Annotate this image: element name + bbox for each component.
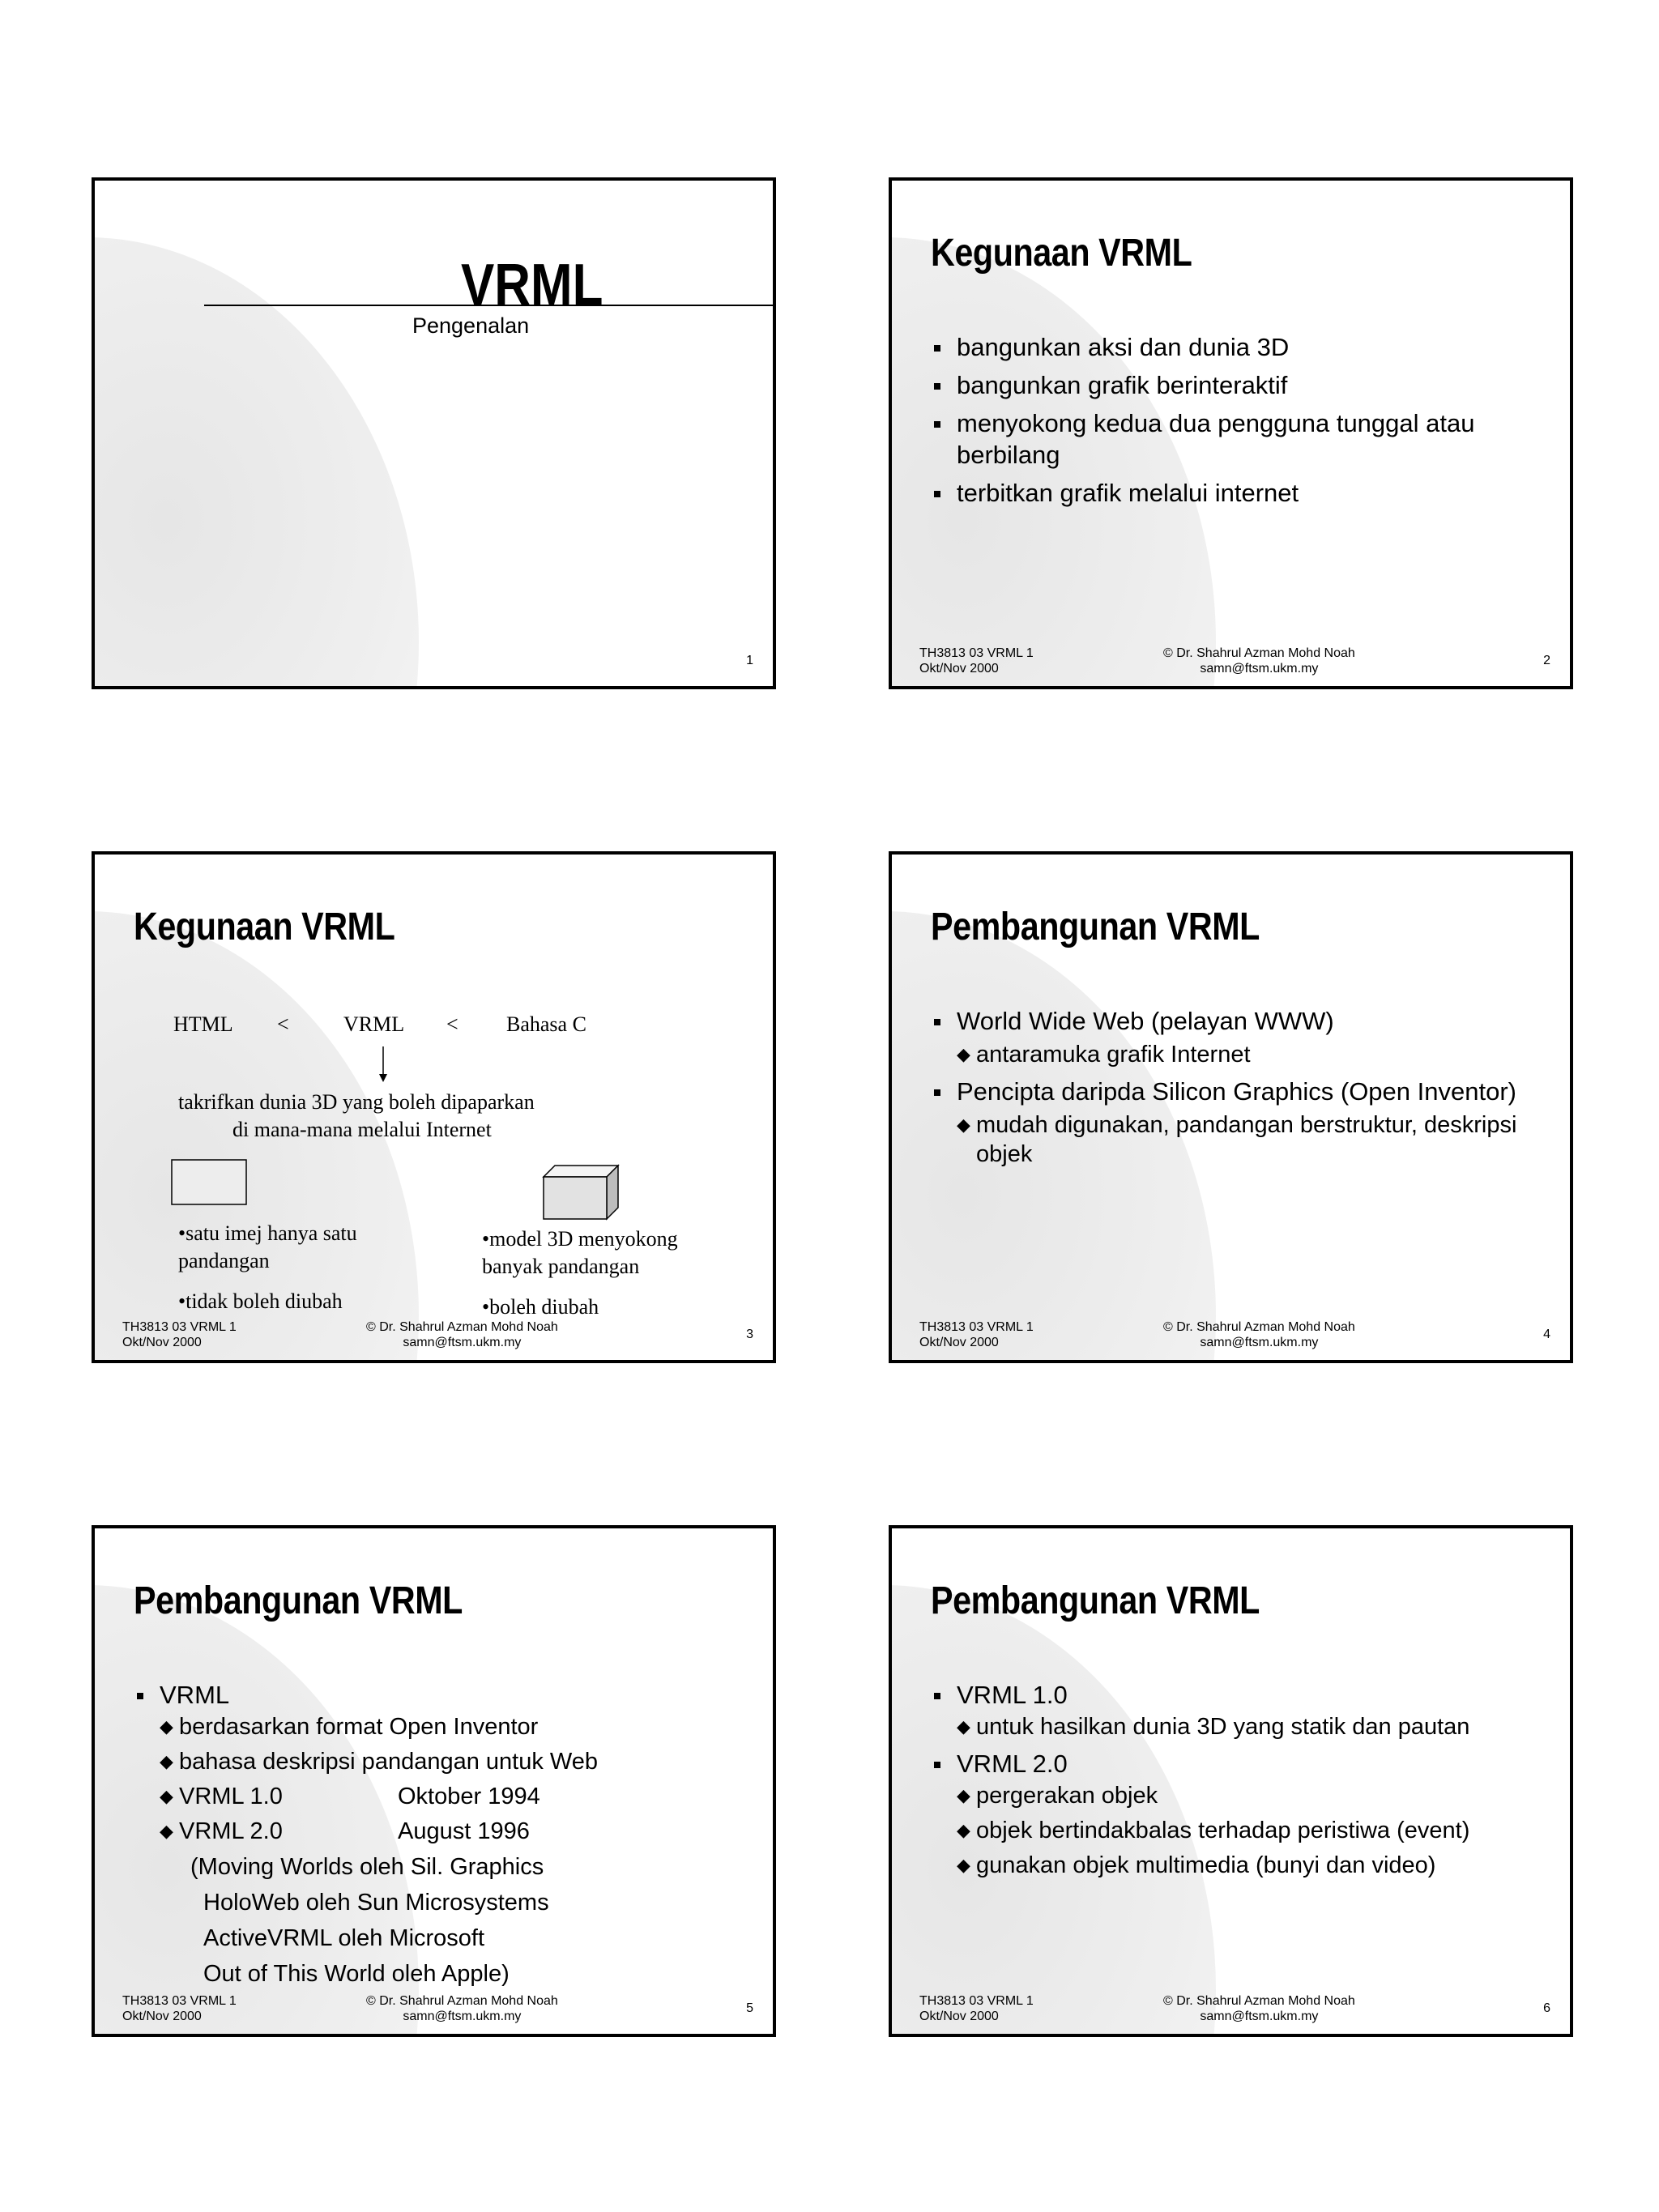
bullet-item <box>931 1005 1546 1069</box>
bullet-item: menyokong kedua dua pengguna tunggal atau berbilang <box>931 407 1546 471</box>
description-line-1: takrifkan dunia 3D yang boleh dipaparkan <box>178 1090 535 1114</box>
bullet-list <box>931 1679 1546 1880</box>
left-point-1-line-1: •satu imej hanya satu <box>178 1221 357 1245</box>
bullet-item <box>931 1076 1546 1169</box>
version-date: Oktober 1994 <box>398 1784 540 1809</box>
label-bahasa-c: Bahasa C <box>506 1012 586 1036</box>
slide-title: Pembangunan VRML <box>931 1579 1260 1622</box>
footer-center <box>1163 1319 1355 1350</box>
footer-center <box>1163 1993 1355 2024</box>
flat-image-rectangle <box>171 1159 249 1206</box>
footer-center <box>1163 646 1355 676</box>
slide-body <box>134 1679 748 1998</box>
footer-email: samn@ftsm.ukm.my <box>1200 662 1319 676</box>
diamond-bullet-icon: ◆ <box>957 1820 970 1840</box>
slide-body <box>931 1005 1546 1175</box>
footer-date: Okt/Nov 2000 <box>919 2010 999 2023</box>
bullet-item <box>931 1748 1546 1880</box>
footer-center <box>366 1993 558 2024</box>
sub-bullet-text: mudah digunakan, pandangan berstruktur, deskripsi objek <box>976 1112 1517 1167</box>
description-line-2: di mana-mana melalui Internet <box>232 1118 492 1141</box>
bullet-item: bangunkan aksi dan dunia 3D <box>931 331 1546 363</box>
diamond-bullet-icon: ◆ <box>957 1115 970 1135</box>
sub-bullet-item <box>957 1851 1546 1880</box>
sub-bullet-item <box>957 1040 1546 1069</box>
sub-bullet-item <box>957 1781 1546 1810</box>
slide-1 <box>92 177 776 689</box>
version-label: VRML 1.0 <box>179 1784 283 1809</box>
footer-course: TH3813 03 VRML 1 <box>919 1320 1034 1334</box>
footer-email: samn@ftsm.ukm.my <box>403 1336 522 1349</box>
footer-course: TH3813 03 VRML 1 <box>122 1320 237 1334</box>
less-than-symbol: < <box>277 1012 289 1036</box>
diamond-bullet-icon: ◆ <box>957 1785 970 1805</box>
footer-email: samn@ftsm.ukm.my <box>1200 2010 1319 2023</box>
footer-date: Okt/Nov 2000 <box>122 1336 202 1349</box>
left-point-2: •tidak boleh diubah <box>178 1289 343 1313</box>
footer-left <box>919 1993 1034 2024</box>
sub-bullet-list <box>957 1781 1546 1880</box>
comparison-diagram <box>95 855 773 1360</box>
footer-date: Okt/Nov 2000 <box>919 662 999 676</box>
label-html: HTML <box>173 1012 233 1036</box>
version-row <box>179 1817 748 1846</box>
footer-author: © Dr. Shahrul Azman Mohd Noah <box>366 1994 558 2008</box>
page-number: 1 <box>746 654 753 667</box>
slide-title: Kegunaan VRML <box>931 232 1192 275</box>
continuation-line: (Moving Worlds oleh Sil. Graphics <box>190 1854 544 1880</box>
slide-title: VRML <box>461 253 603 318</box>
bullet-item <box>931 1679 1546 1741</box>
footer-left <box>122 1319 237 1350</box>
bullet-item: bangunkan grafik berinteraktif <box>931 369 1546 401</box>
continuation-block <box>134 1849 748 1992</box>
bullet-list <box>134 1679 748 1992</box>
diamond-bullet-icon: ◆ <box>957 1716 970 1737</box>
sub-bullet-list <box>957 1712 1546 1741</box>
sub-bullet-item <box>160 1747 748 1776</box>
slide-5 <box>92 1525 776 2037</box>
sub-bullet-item <box>957 1110 1546 1169</box>
sub-bullet-text: berdasarkan format Open Inventor <box>179 1714 539 1740</box>
page-number: 6 <box>1543 2001 1550 2015</box>
diamond-bullet-icon: ◆ <box>160 1751 173 1771</box>
bullet-text: VRML 2.0 <box>957 1750 1068 1778</box>
slide-3 <box>92 851 776 1363</box>
footer-course: TH3813 03 VRML 1 <box>919 1994 1034 2008</box>
footer-left <box>122 1993 237 2024</box>
version-date: August 1996 <box>398 1818 530 1844</box>
slide-title: Pembangunan VRML <box>134 1579 463 1622</box>
slide-body <box>931 1679 1546 1886</box>
right-point-1-line-1: •model 3D menyokong <box>482 1227 678 1251</box>
bullet-text: VRML 1.0 <box>957 1681 1068 1709</box>
down-arrow-icon <box>375 1046 391 1084</box>
footer-course: TH3813 03 VRML 1 <box>919 646 1034 660</box>
sub-bullet-list <box>160 1712 748 1846</box>
sub-bullet-text: antaramuka grafik Internet <box>976 1042 1251 1068</box>
sub-bullet-text: pergerakan objek <box>976 1783 1158 1809</box>
bullet-item <box>134 1679 748 1992</box>
bullet-text: World Wide Web (pelayan WWW) <box>957 1007 1334 1035</box>
right-point-2: •boleh diubah <box>482 1295 599 1319</box>
footer-course: TH3813 03 VRML 1 <box>122 1994 237 2008</box>
sub-bullet-item <box>957 1712 1546 1741</box>
diamond-bullet-icon: ◆ <box>160 1821 173 1841</box>
diamond-bullet-icon: ◆ <box>957 1855 970 1875</box>
page-number: 5 <box>746 2001 753 2015</box>
bullet-text: Pencipta daripda Silicon Graphics (Open Inventor) <box>957 1077 1516 1106</box>
version-label: VRML 2.0 <box>179 1818 283 1844</box>
slide-subtitle: Pengenalan <box>412 313 530 338</box>
diamond-bullet-icon: ◆ <box>160 1786 173 1806</box>
slide-title: Kegunaan VRML <box>134 906 395 948</box>
footer-left <box>919 1319 1034 1350</box>
sub-bullet-item <box>957 1816 1546 1845</box>
footer-left <box>919 646 1034 676</box>
bullet-list <box>931 1005 1546 1169</box>
page-number: 3 <box>746 1328 753 1341</box>
footer-author: © Dr. Shahrul Azman Mohd Noah <box>1163 646 1355 660</box>
footer-email: samn@ftsm.ukm.my <box>1200 1336 1319 1349</box>
sub-bullet-text: objek bertindakbalas terhadap peristiwa (event) <box>976 1818 1470 1843</box>
sub-bullet-item <box>160 1782 748 1811</box>
sub-bullet-list <box>957 1110 1546 1169</box>
footer-date: Okt/Nov 2000 <box>919 1336 999 1349</box>
less-than-symbol: < <box>446 1012 458 1036</box>
footer-center <box>366 1319 558 1350</box>
continuation-line: HoloWeb oleh Sun Microsystems <box>203 1890 549 1916</box>
continuation-line: ActiveVRML oleh Microsoft <box>203 1925 485 1951</box>
footer-author: © Dr. Shahrul Azman Mohd Noah <box>366 1320 558 1334</box>
slide-title: Pembangunan VRML <box>931 906 1260 948</box>
bullet-item: terbitkan grafik melalui internet <box>931 477 1546 509</box>
right-point-1-line-2: banyak pandangan <box>482 1255 640 1278</box>
sub-bullet-text: bahasa deskripsi pandangan untuk Web <box>179 1749 599 1775</box>
page-number: 2 <box>1543 654 1550 667</box>
page-number: 4 <box>1543 1328 1550 1341</box>
footer-author: © Dr. Shahrul Azman Mohd Noah <box>1163 1320 1355 1334</box>
bullet-text: VRML <box>160 1681 230 1709</box>
sub-bullet-text: untuk hasilkan dunia 3D yang statik dan pautan <box>976 1714 1470 1740</box>
3d-cube-icon <box>542 1164 623 1222</box>
version-row <box>179 1782 748 1811</box>
left-point-1-line-2: pandangan <box>178 1249 270 1272</box>
footer-author: © Dr. Shahrul Azman Mohd Noah <box>1163 1994 1355 2008</box>
sub-bullet-item <box>160 1712 748 1741</box>
footer-date: Okt/Nov 2000 <box>122 2010 202 2023</box>
sub-bullet-text: gunakan objek multimedia (bunyi dan video) <box>976 1852 1436 1878</box>
slide-2 <box>889 177 1573 689</box>
diamond-bullet-icon: ◆ <box>160 1716 173 1737</box>
continuation-line: Out of This World oleh Apple) <box>203 1961 510 1987</box>
slide-4 <box>889 851 1573 1363</box>
slide-6 <box>889 1525 1573 2037</box>
slide-body <box>931 331 1546 515</box>
label-vrml: VRML <box>343 1012 405 1036</box>
bullet-list <box>931 331 1546 509</box>
footer-email: samn@ftsm.ukm.my <box>403 2010 522 2023</box>
sub-bullet-item <box>160 1817 748 1846</box>
diamond-bullet-icon: ◆ <box>957 1044 970 1064</box>
sub-bullet-list <box>957 1040 1546 1069</box>
